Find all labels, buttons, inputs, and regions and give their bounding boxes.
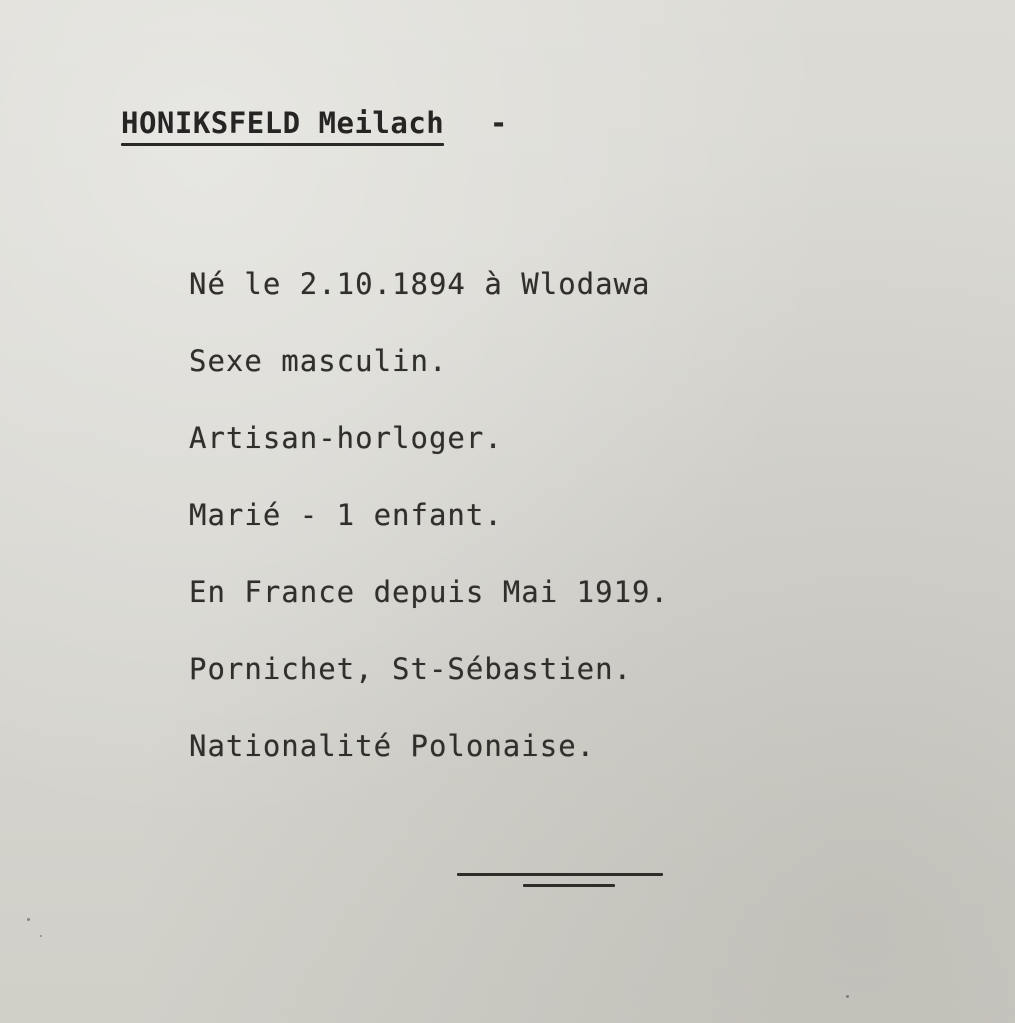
paper-speck — [40, 935, 42, 937]
paper-speck — [846, 995, 849, 998]
end-rule-bottom — [523, 884, 615, 887]
residence-line: Pornichet, St-Sébastien. — [189, 652, 633, 686]
name-dash: - — [489, 106, 508, 140]
sex-line: Sexe masculin. — [189, 344, 448, 378]
paper-speck — [27, 918, 30, 921]
occupation-line: Artisan-horloger. — [189, 421, 503, 455]
record-header — [121, 106, 507, 156]
end-rule-top — [457, 873, 663, 876]
marital-status-line: Marié - 1 enfant. — [189, 498, 503, 532]
birth-line: Né le 2.10.1894 à Wlodawa — [189, 267, 651, 301]
arrival-line: En France depuis Mai 1919. — [189, 575, 669, 609]
nationality-line: Nationalité Polonaise. — [189, 729, 596, 763]
record-details — [189, 262, 909, 801]
person-name: HONIKSFELD Meilach — [121, 106, 444, 146]
